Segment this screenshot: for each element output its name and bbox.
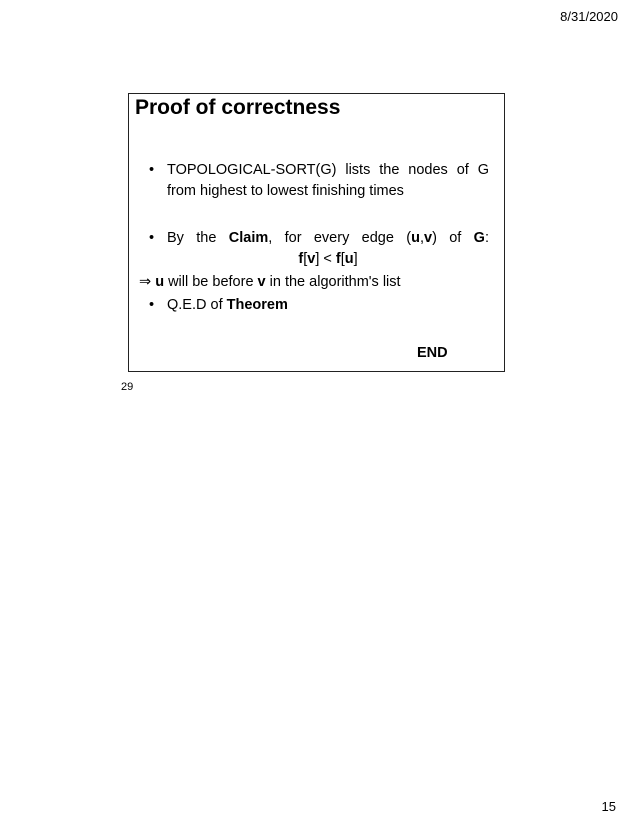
slide-frame: [128, 93, 505, 372]
bullet-dot: •: [149, 230, 155, 246]
claim-line: By the Claim, for every edge (u,v) of G:: [167, 230, 489, 246]
bullet-dot: •: [149, 162, 155, 178]
bullet-qed: [149, 295, 489, 316]
bullet-topological-sort: [149, 160, 489, 202]
page-number: 15: [601, 799, 616, 814]
bullet-text: TOPOLOGICAL-SORT(G) lists the nodes of G from highest to lowest finishing times: [167, 162, 489, 199]
bullet-claim: [149, 228, 489, 270]
finish-time-inequality: f[v] < f[u]: [298, 251, 358, 267]
bullet-dot: •: [149, 297, 155, 313]
slide-number: 29: [121, 381, 134, 393]
date-label: 8/31/2020: [560, 9, 618, 24]
bullet-text: [149, 228, 489, 270]
end-label: END: [417, 345, 448, 361]
bullet-text: Q.E.D of Theorem: [167, 297, 288, 313]
slide-title: Proof of correctness: [135, 96, 341, 119]
implication-line: ⇒ u will be before v in the algorithm's list: [139, 274, 401, 290]
